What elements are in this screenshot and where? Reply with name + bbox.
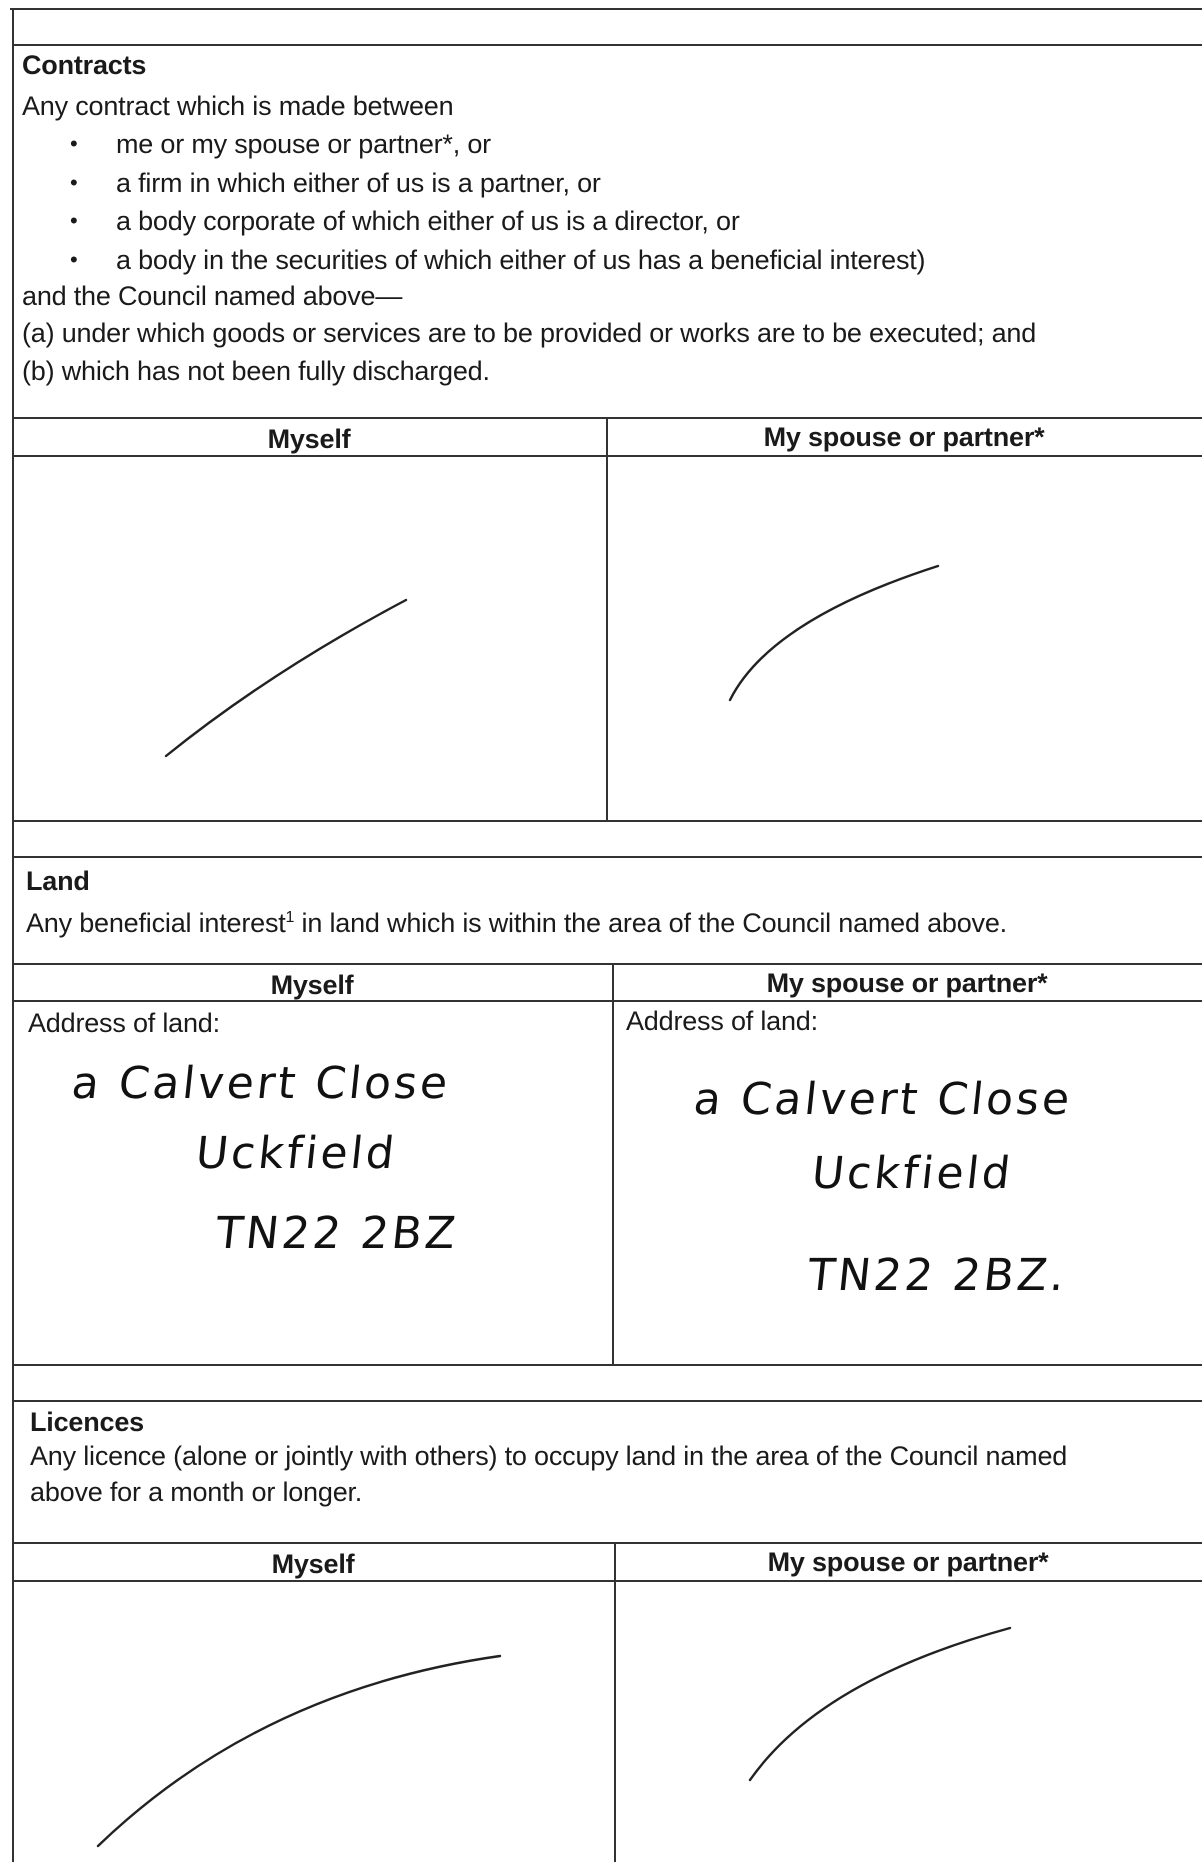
list-item: • me or my spouse or partner*, or xyxy=(22,125,925,164)
land-title: Land xyxy=(26,866,90,896)
licences-col-myself: Myself xyxy=(271,1549,355,1579)
land-spouse-address-line-2: Uckfield xyxy=(809,1148,1016,1199)
licences-title: Licences xyxy=(30,1407,144,1437)
land-myself-address-line-1: a Calvert Close xyxy=(69,1058,453,1109)
land-myself-address-line-3: TN22 2BZ xyxy=(213,1208,461,1259)
contracts-clause-b: (b) which has not been fully discharged. xyxy=(22,356,490,386)
land-myself-address-line-2: Uckfield xyxy=(193,1128,400,1179)
land-col-myself: Myself xyxy=(270,970,354,1000)
licences-col-spouse: My spouse or partner* xyxy=(767,1547,1049,1577)
contracts-intro: Any contract which is made between xyxy=(22,91,454,121)
land-spouse-address-line-1: a Calvert Close xyxy=(691,1074,1075,1125)
list-item: • a body in the securities of which either of us has a beneficial interest) xyxy=(22,241,925,280)
land-col-spouse: My spouse or partner* xyxy=(766,968,1048,998)
licences-description-line-2: above for a month or longer. xyxy=(30,1477,363,1507)
contracts-line-after: and the Council named above— xyxy=(22,281,403,311)
contracts-clause-a: (a) under which goods or services are to be provided or works are to be executed; and xyxy=(22,318,1037,348)
licences-description-line-1: Any licence (alone or jointly with others) to occupy land in the area of the Council named xyxy=(30,1441,1068,1471)
land-myself-address-label: Address of land: xyxy=(28,1008,220,1038)
list-item: • a firm in which either of us is a partner, or xyxy=(22,164,925,203)
licences-spouse-strike-line xyxy=(750,1628,1010,1780)
contracts-col-myself: Myself xyxy=(267,424,351,454)
land-description-text: Any beneficial interest xyxy=(26,908,286,938)
contracts-title: Contracts xyxy=(22,50,147,80)
land-spouse-address-label: Address of land: xyxy=(626,1006,818,1036)
contracts-col-spouse: My spouse or partner* xyxy=(763,422,1045,452)
licences-myself-strike-line xyxy=(98,1656,500,1846)
land-footnote-marker: 1 xyxy=(285,909,295,926)
list-item: • a body corporate of which either of us is a director, or xyxy=(22,202,925,241)
land-description-text-cont: in land which is within the area of the Council named above. xyxy=(294,908,1007,938)
land-spouse-address-line-3: TN22 2BZ. xyxy=(805,1250,1070,1301)
